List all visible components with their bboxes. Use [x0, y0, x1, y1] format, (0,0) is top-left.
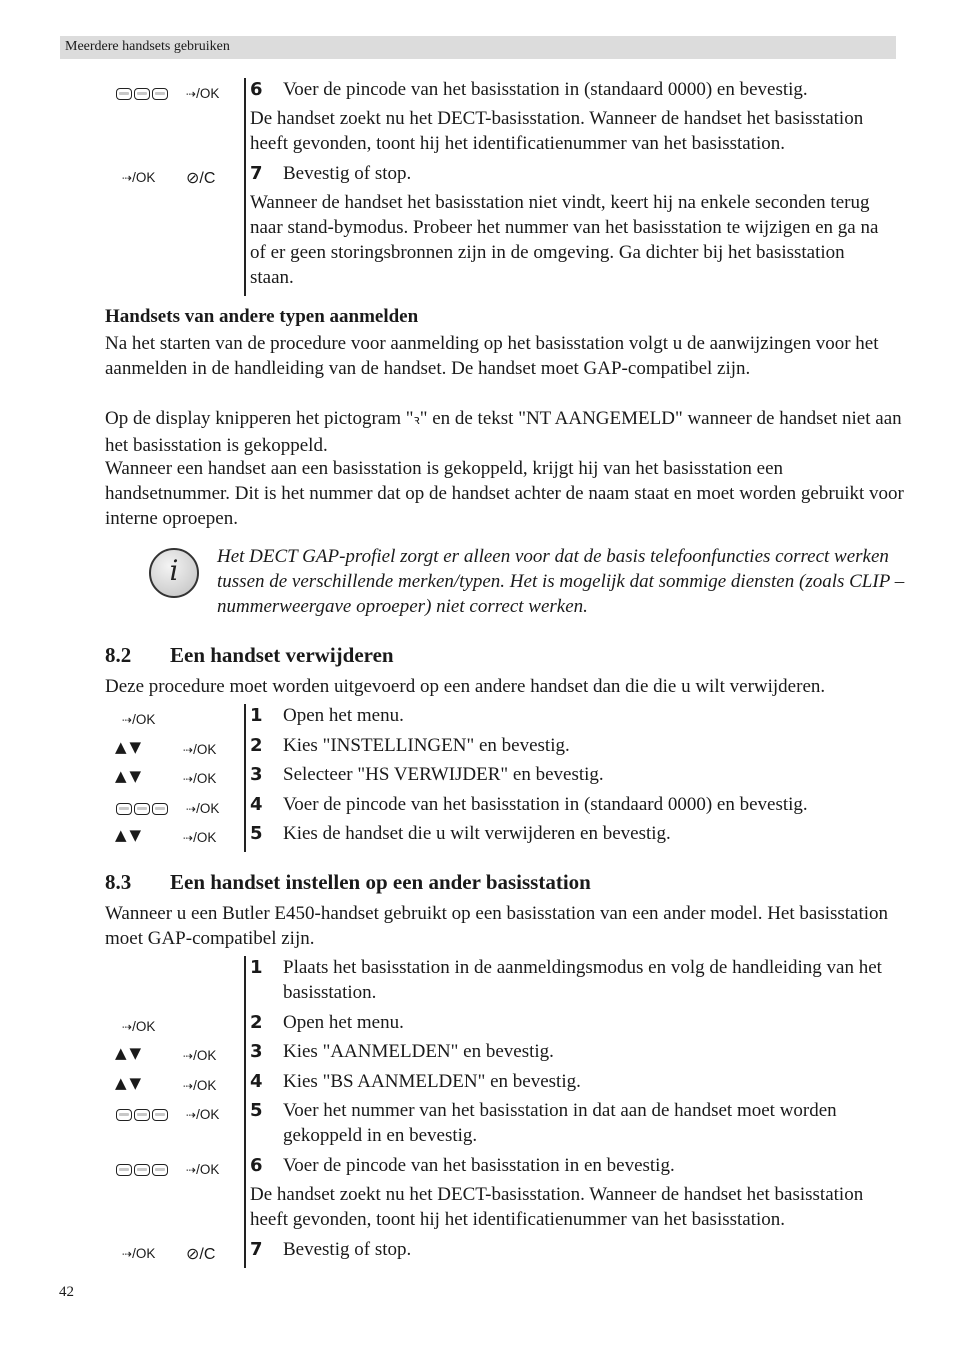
ok-key-icon: ⇢/OK [186, 86, 220, 101]
up-down-keys-icon: ▲▼ [115, 1074, 145, 1092]
paragraph: Wanneer een handset aan een basisstation is gekoppeld, krijgt hij van het basisstation een handsetnummer. Dit is het nummer dat op de handset achter de naam staat en moet worden gebruikt voor interne oproepen. [105, 458, 904, 529]
paragraph: Na het starten van de procedure voor aanmelding op het basisstation volgt u de aanwijzingen voor het aanmelden in de handleiding van de handset. De handset moet GAP-compatibel zijn. [105, 333, 879, 379]
paragraph: Deze procedure moet worden uitgevoerd op een andere handset dan die die u wilt verwijderen. [105, 676, 826, 697]
step-body-text: De handset zoekt nu het DECT-basisstation. Wanneer de handset het basisstation heeft gevonden, toont hij het identificatienummer van het basisstation. [250, 108, 864, 154]
paragraph: Op de display knipperen het pictogram "ꝛ" en de tekst "NT AANGEMELD" wanneer de handset niet aan het basisstation is gekoppeld. [105, 408, 902, 456]
ok-key-icon: ⇢/OK [183, 1048, 217, 1063]
step-divider [244, 78, 246, 296]
ok-key-icon: ⇢/OK [122, 712, 156, 727]
step-body-text: Wanneer de handset het basisstation niet vindt, keert hij na enkele seconden terug naar stand-bymodus. Probeer het nummer van het basisstation te wijzigen en ga na of er geen storingsbronnen zijn in de omgeving. Ga dichter bij het basisstation staan. [250, 192, 879, 288]
keypad-icon [116, 88, 168, 100]
ok-key-icon: ⇢/OK [183, 771, 217, 786]
up-down-keys-icon: ▲▼ [115, 1044, 145, 1062]
step-divider [244, 956, 246, 1268]
up-down-keys-icon: ▲▼ [115, 826, 145, 844]
ok-key-icon: ⇢/OK [183, 830, 217, 845]
running-header [60, 36, 896, 59]
antenna-icon: ꝛ [413, 413, 420, 428]
page-number: 42 [59, 1284, 74, 1300]
ok-key-icon: ⇢/OK [183, 742, 217, 757]
up-down-keys-icon: ▲▼ [115, 767, 145, 785]
ok-key-icon: ⇢/OK [122, 1019, 156, 1034]
subheading: Handsets van andere typen aanmelden [105, 306, 419, 327]
note-icon: i [149, 548, 199, 598]
keypad-icon [116, 1164, 168, 1176]
ok-key-icon: ⇢/OK [186, 1107, 220, 1122]
running-header-title: Meerdere handsets gebruiken [65, 39, 230, 54]
note-text: Het DECT GAP-profiel zorgt er alleen voor dat de basis telefoonfuncties correct werken tussen de verschillende merken/typen. Het is mogelijk dat sommige diensten (zoals CLIP – nummerweergave oproeper) niet correct werken. [217, 546, 905, 617]
step-divider [244, 704, 246, 852]
ok-key-icon: ⇢/OK [186, 1162, 220, 1177]
ok-key-icon: ⇢/OK [183, 1078, 217, 1093]
ok-key-icon: ⇢/OK [186, 801, 220, 816]
c-key-icon: ⊘/C [186, 170, 216, 187]
step-body-text: De handset zoekt nu het DECT-basisstation. Wanneer de handset het basisstation heeft gevonden, toont hij het identificatienummer van het basisstation. [250, 1184, 864, 1230]
c-key-icon: ⊘/C [186, 1246, 216, 1263]
ok-key-icon: ⇢/OK [122, 1246, 156, 1261]
keypad-icon [116, 1109, 168, 1121]
ok-key-icon: ⇢/OK [122, 170, 156, 185]
paragraph: Wanneer u een Butler E450-handset gebruikt op een basisstation van een ander model. Het basisstation moet GAP-compatibel zijn. [105, 903, 889, 949]
keypad-icon [116, 803, 168, 815]
up-down-keys-icon: ▲▼ [115, 738, 145, 756]
